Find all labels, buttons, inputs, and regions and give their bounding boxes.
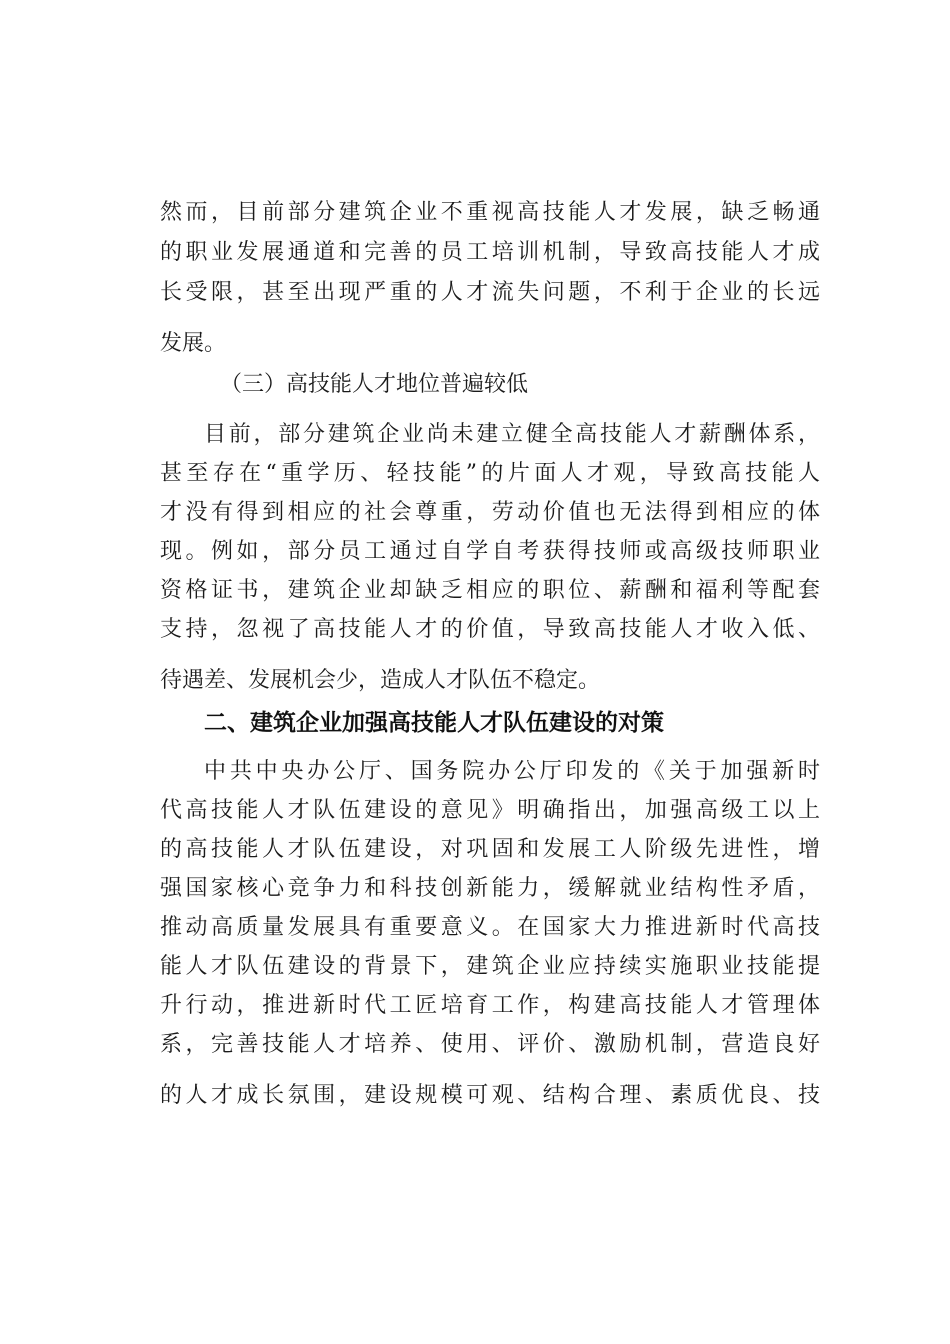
subheading-3: （三）高技能人才地位普遍较低 <box>220 372 529 397</box>
paragraph-3-line-1: 中共中央办公厅、国务院办公厅印发的《关于加强新时 <box>204 759 820 784</box>
paragraph-1-line-3: 长受限，甚至出现严重的人才流失问题，不利于企业的长远 <box>160 280 820 305</box>
paragraph-2-line-6: 支持，忽视了高技能人才的价值，导致高技能人才收入低、 <box>160 617 820 642</box>
paragraph-3-line-3: 的高技能人才队伍建设，对巩固和发展工人阶级先进性，增 <box>160 837 820 862</box>
paragraph-2-line-4: 现。例如，部分员工通过自学自考获得技师或高级技师职业 <box>160 539 820 564</box>
paragraph-3-line-9: 的人才成长氛围，建设规模可观、结构合理、素质优良、技 <box>160 1083 820 1108</box>
paragraph-2-line-3: 才没有得到相应的社会尊重，劳动价值也无法得到相应的体 <box>160 500 820 525</box>
paragraph-3-line-5: 推动高质量发展具有重要意义。在国家大力推进新时代高技 <box>160 915 820 940</box>
paragraph-3-line-8: 系，完善技能人才培养、使用、评价、激励机制，营造良好 <box>160 1032 820 1057</box>
paragraph-1-line-1: 然而，目前部分建筑企业不重视高技能人才发展，缺乏畅通 <box>160 200 820 225</box>
paragraph-3-line-6: 能人才队伍建设的背景下，建筑企业应持续实施职业技能提 <box>160 954 820 979</box>
paragraph-2-line-1: 目前，部分建筑企业尚未建立健全高技能人才薪酬体系， <box>204 422 820 447</box>
section-heading-2: 二、建筑企业加强高技能人才队伍建设的对策 <box>204 710 664 736</box>
paragraph-3-line-2: 代高技能人才队伍建设的意见》明确指出，加强高级工以上 <box>160 798 820 823</box>
paragraph-2-line-2: 甚至存在“重学历、轻技能”的片面人才观，导致高技能人 <box>160 461 820 486</box>
paragraph-3-line-7: 升行动，推进新时代工匠培育工作，构建高技能人才管理体 <box>160 993 820 1018</box>
paragraph-3-line-4: 强国家核心竞争力和科技创新能力，缓解就业结构性矛盾， <box>160 876 820 901</box>
paragraph-2-line-5: 资格证书，建筑企业却缺乏相应的职位、薪酬和福利等配套 <box>160 578 820 603</box>
paragraph-1-line-2: 的职业发展通道和完善的员工培训机制，导致高技能人才成 <box>160 240 820 265</box>
paragraph-1-line-4: 发展。 <box>160 331 227 356</box>
paragraph-2-line-7: 待遇差、发展机会少，造成人才队伍不稳定。 <box>160 668 601 693</box>
